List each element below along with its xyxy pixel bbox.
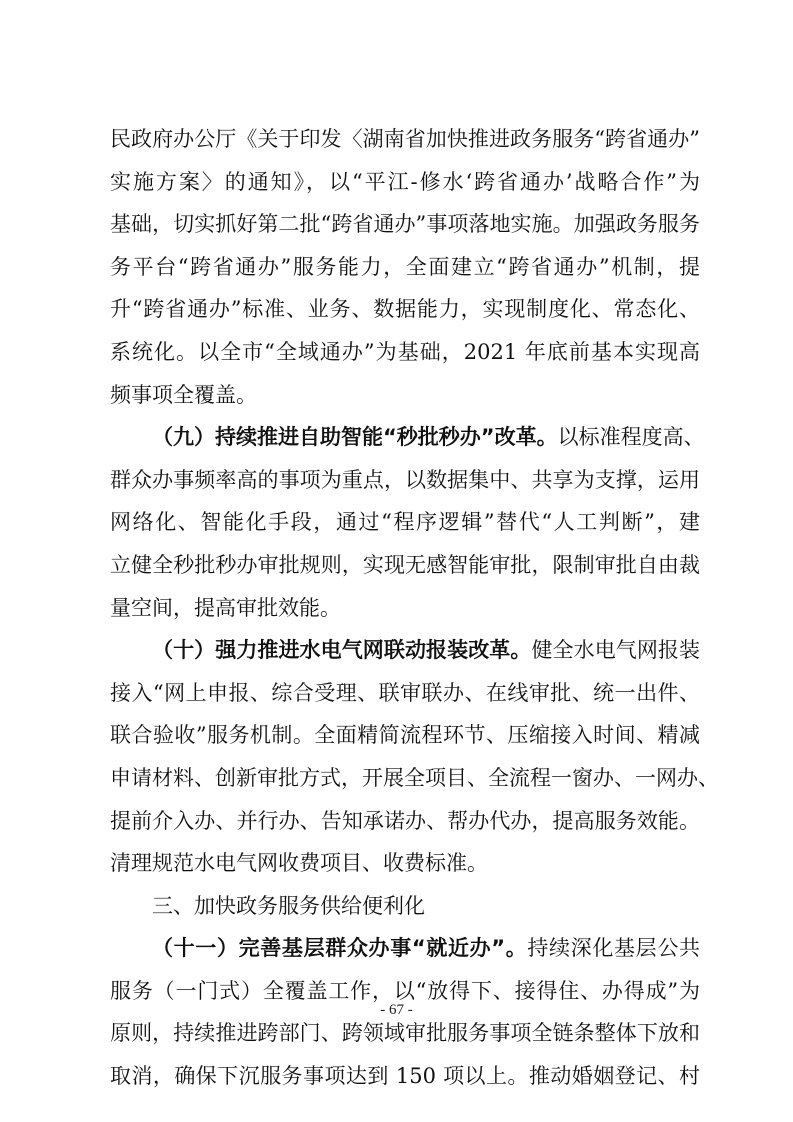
document-body [110, 118, 719, 1098]
text-line: 系统化。以全市“全域通办”为基础，2021 年底前基本实现高 [110, 339, 700, 364]
paragraph-heading: （十）强力推进水电气网联动报装改革。 [152, 638, 532, 663]
text-line: 提前介入办、并行办、告知承诺办、帮办代办，提高服务效能。 [110, 808, 700, 833]
paragraph-heading: （九）持续推进自助智能“秒批秒办”改革。 [152, 425, 558, 450]
paragraph [110, 629, 719, 885]
section-heading: 三、加快政务服务供给便利化 [152, 893, 425, 918]
paragraph [110, 118, 700, 416]
text-line: 实施方案〉的通知》，以“平江-修水‘跨省通办’战略合作”为 [110, 169, 700, 194]
text-line: 务平台“跨省通办”服务能力，全面建立“跨省通办”机制，提 [110, 254, 700, 279]
text-run: 健全水电气网报装 [531, 638, 701, 663]
text-line: 群众办事频率高的事项为重点，以数据集中、共享为支撑，运用 [110, 467, 700, 492]
paragraph [110, 416, 705, 629]
text-line: 升“跨省通办”标准、业务、数据能力，实现制度化、常态化、 [110, 297, 700, 322]
paragraph-heading: （十一）完善基层群众办事“就近办”。 [152, 936, 528, 961]
text-line: 联合验收”服务机制。全面精简流程环节、压缩接入时间、精减 [110, 723, 700, 748]
text-run: 持续深化基层公共 [527, 936, 700, 961]
text-line: 原则，持续推进跨部门、跨领域审批服务事项全链条整体下放和 [110, 1021, 700, 1046]
text-line: 基础，切实抓好第二批“跨省通办”事项落地实施。加强政务服务 [110, 212, 700, 237]
text-line: 清理规范水电气网收费项目、收费标准。 [110, 851, 488, 876]
text-line: 取消，确保下沉服务事项达到 150 项以上。推动婚姻登记、村 [110, 1064, 700, 1089]
text-line: 申请材料、创新审批方式，开展全项目、全流程一窗办、一网办、 [110, 765, 719, 790]
text-line: 接入“网上申报、综合受理、联审联办、在线审批、统一出件、 [110, 680, 700, 705]
paragraph-first-line [110, 629, 700, 672]
paragraph-first-line [110, 416, 705, 459]
text-line: 服务（一门式）全覆盖工作，以“放得下、接得住、办得成”为 [110, 978, 700, 1003]
text-line: 网络化、智能化手段，通过“程序逻辑”替代“人工判断”，建 [110, 510, 700, 535]
text-run: 以标准程度高、 [557, 425, 705, 450]
text-line: 民政府办公厅《关于印发〈湖南省加快推进政务服务“跨省通办” [110, 127, 700, 151]
text-line: 量空间，提高审批效能。 [110, 595, 341, 620]
text-line: 频事项全覆盖。 [110, 382, 257, 407]
text-line: 立健全秒批秒办审批规则，实现无感智能审批，限制审批自由裁 [110, 552, 700, 577]
paragraph-first-line [110, 927, 700, 970]
page-number: - 67 - [380, 1002, 413, 1018]
